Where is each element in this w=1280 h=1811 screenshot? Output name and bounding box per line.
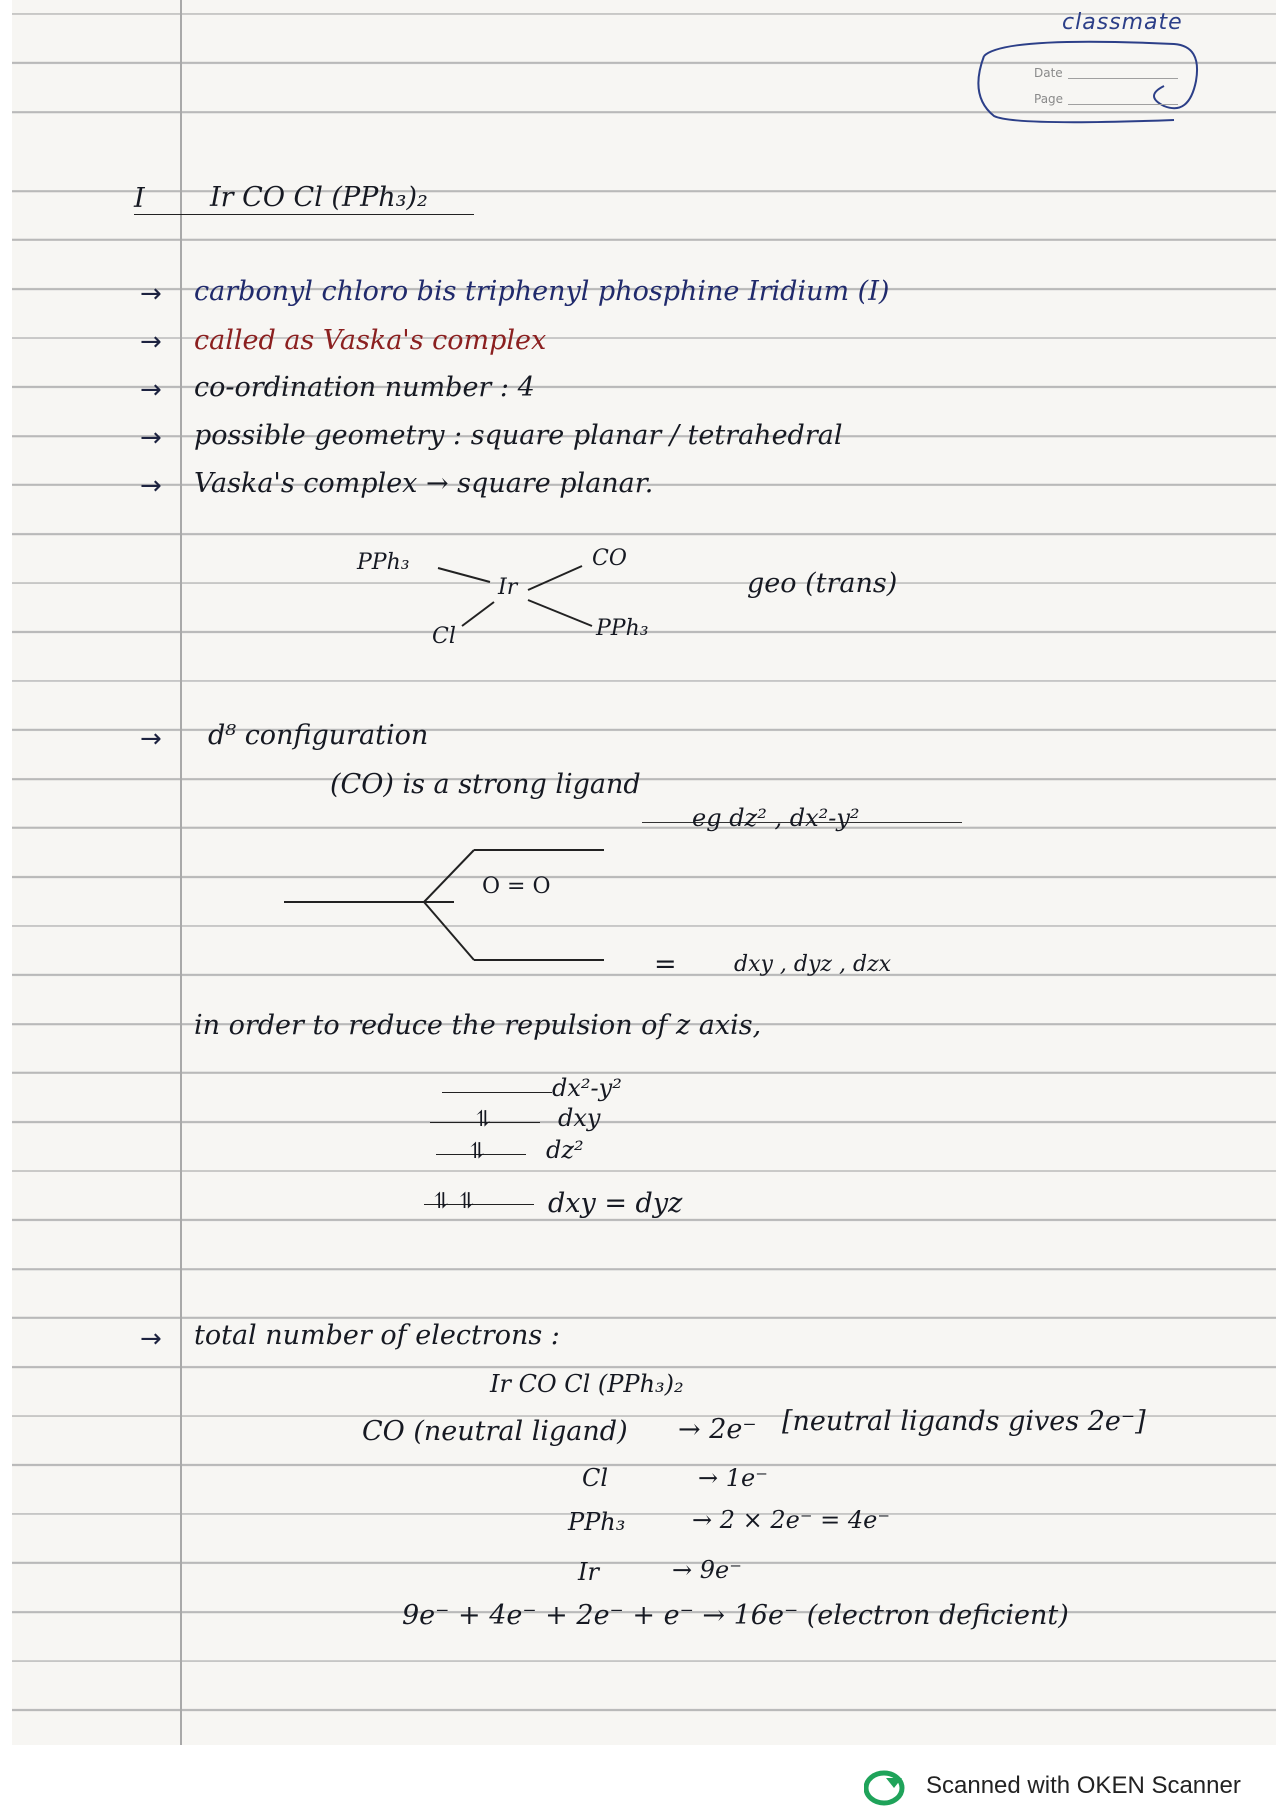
bullet-arrow-4: →: [140, 423, 162, 453]
bullet-arrow-1: →: [140, 279, 162, 309]
scanner-text: Scanned with OKEN Scanner: [926, 1772, 1241, 1799]
neutral-ligand-note: [neutral ligands gives 2e⁻]: [782, 1406, 1146, 1437]
page-label: Page: [1034, 92, 1064, 106]
repulsion-heading: in order to reduce the repulsion of z axis,: [194, 1010, 762, 1041]
electrons-formula: Ir CO Cl (PPh₃)₂: [490, 1370, 684, 1398]
electrons-heading: total number of electrons :: [194, 1320, 560, 1351]
splitting-bracket: [284, 840, 624, 980]
ir-value: → 9e⁻: [672, 1556, 742, 1584]
date-line: [1068, 78, 1178, 79]
t2g-equals: =: [654, 949, 677, 980]
heading-formula: Ir CO Cl (PPh₃)₂: [210, 182, 428, 213]
level-electrons-4: ⥮ ⥮: [432, 1189, 476, 1214]
bullet-arrow-5: →: [140, 471, 162, 501]
cl-label: Cl: [582, 1464, 609, 1492]
ligand-top-right: CO: [592, 546, 627, 571]
ligand-bottom-right: PPh₃: [596, 616, 649, 641]
level-orbital-2: dxy: [558, 1104, 601, 1132]
pph3-label: PPh₃: [568, 1508, 626, 1536]
level-orbital-1: dx²-y²: [552, 1074, 622, 1102]
brand-logo: classmate: [1062, 10, 1183, 35]
bullet-arrow-3: →: [140, 375, 162, 405]
strong-ligand-note: (CO) is a strong ligand: [330, 769, 641, 800]
eg-orbitals: eg dz² , dx²-y²: [692, 804, 860, 832]
ligand-bottom-left: Cl: [432, 624, 456, 649]
bond-lines: [432, 560, 612, 640]
t2g-orbitals: dxy , dyz , dzx: [734, 952, 892, 977]
margin-line: [180, 0, 182, 1745]
co-label: CO (neutral ligand): [362, 1416, 628, 1447]
box-label: O = O: [482, 874, 551, 899]
config-heading: d⁸ configuration: [208, 720, 429, 751]
bullet-2: called as Vaska's complex: [194, 325, 547, 356]
date-page-box: [974, 36, 1202, 126]
config-arrow: →: [140, 724, 162, 754]
level-orbital-3: dz²: [546, 1136, 584, 1164]
heading-numeral: I: [134, 183, 145, 214]
date-label: Date: [1034, 66, 1063, 80]
electron-sum: 9e⁻ + 4e⁻ + 2e⁻ + e⁻ → 16e⁻ (electron deficient): [402, 1600, 1069, 1631]
level-orbital-4: dxy = dyz: [548, 1188, 683, 1219]
cl-value: → 1e⁻: [698, 1464, 768, 1492]
bullet-1: carbonyl chloro bis triphenyl phosphine Iridium (I): [194, 276, 890, 307]
ligand-top-left: PPh₃: [357, 550, 410, 575]
level-line-1: [442, 1092, 552, 1093]
level-electrons-3: ⥮: [468, 1139, 487, 1164]
electrons-arrow: →: [140, 1324, 162, 1354]
scanner-footer: [0, 1745, 1280, 1811]
bullet-3: co-ordination number : 4: [194, 372, 535, 403]
metal-center: Ir: [498, 575, 518, 600]
notebook-page: [12, 0, 1276, 1746]
oken-logo-icon: [864, 1770, 908, 1806]
isomer-note: geo (trans): [747, 568, 898, 599]
level-electrons-2: ⥮: [474, 1107, 493, 1132]
bullet-5: Vaska's complex → square planar.: [194, 468, 654, 499]
co-value: → 2e⁻: [678, 1414, 757, 1445]
bullet-4: possible geometry : square planar / tetrahedral: [194, 420, 843, 451]
pph3-value: → 2 × 2e⁻ = 4e⁻: [692, 1506, 891, 1534]
heading-underline: [134, 214, 474, 215]
bullet-arrow-2: →: [140, 327, 162, 357]
page-line: [1068, 104, 1178, 105]
ir-label: Ir: [578, 1558, 599, 1586]
